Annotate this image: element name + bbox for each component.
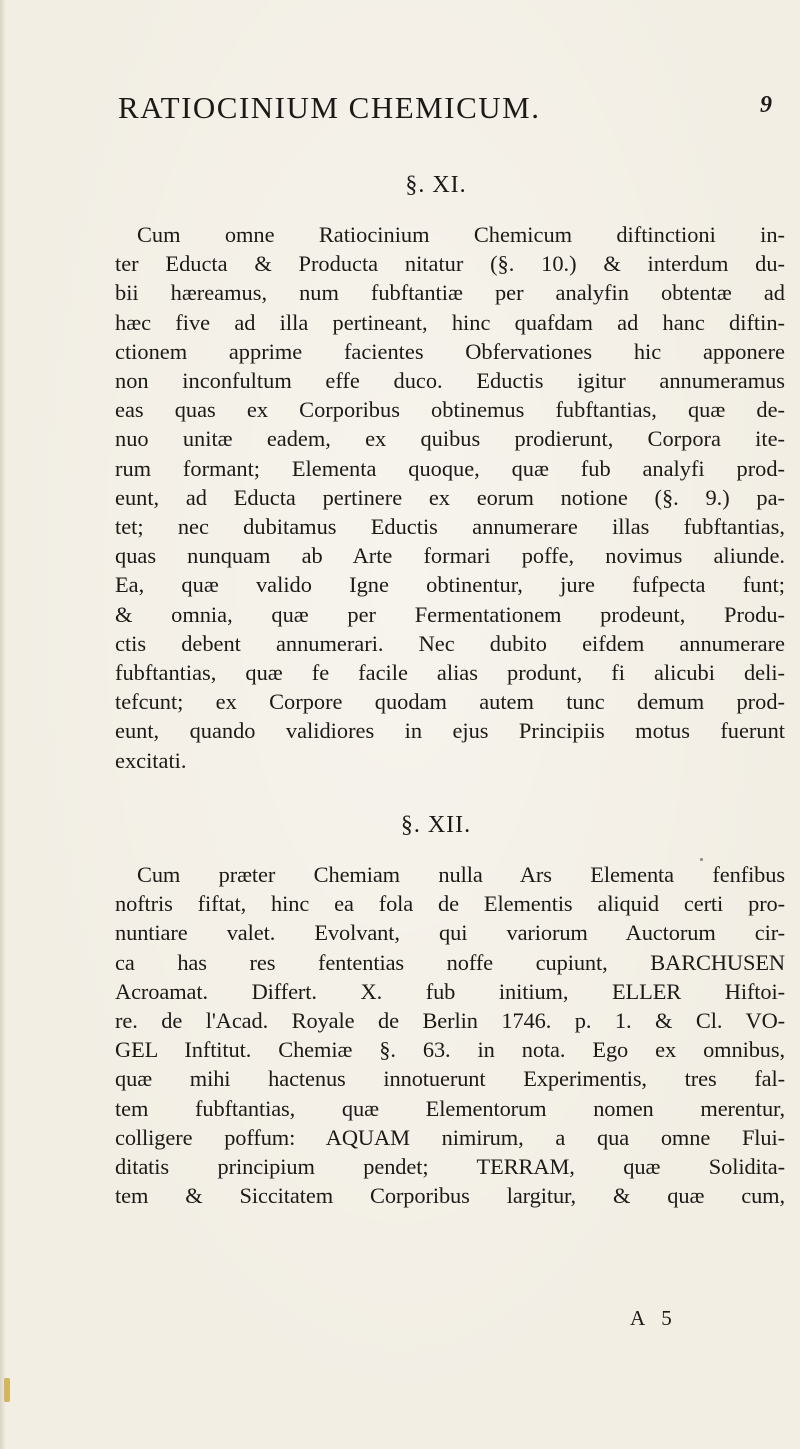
text-line: tefcunt; ex Corpore quodam autem tunc demum prod- [115,689,785,715]
text-line: non inconfultum effe duco. Eductis igitur annumeramus [115,368,785,394]
text-line: excitati. [115,747,187,773]
text-line: ditatis principium pendet; TERRAM, quæ Solidita- [115,1154,785,1180]
signature-mark: A 5 [630,1306,678,1330]
section-xii-text [115,860,785,1210]
section-heading-xii: §. XII. [400,812,472,838]
text-line: ter Educta & Producta nitatur (§. 10.) & interdum du- [115,251,785,277]
section-xi-text [115,220,785,775]
text-line: quæ mihi hactenus innotuerunt Experimentis, tres fal- [115,1066,785,1092]
text-line: GEL Inftitut. Chemiæ §. 63. in nota. Ego ex omnibus, [115,1037,785,1063]
text-line: Ea, quæ valido Igne obtinentur, jure fufpecta funt; [115,572,785,598]
text-line: hæc five ad illa pertineant, hinc quafdam ad hanc diftin- [115,309,785,335]
text-line: nuntiare valet. Evolvant, qui variorum Auctorum cir- [115,920,785,946]
text-line: re. de l'Acad. Royale de Berlin 1746. p. 1. & Cl. VO- [115,1008,785,1034]
page-number: 9 [760,92,772,118]
page-edge-shadow [0,0,6,1449]
running-title: RATIOCINIUM CHEMICUM. [118,90,541,125]
text-line: colligere poffum: AQUAM nimirum, a qua omne Flui- [115,1124,785,1150]
text-line: eunt, quando validiores in ejus Principiis motus fuerunt [115,718,785,744]
text-line: & omnia, quæ per Fermentationem prodeunt, Produ- [115,601,785,627]
text-line: nuo unitæ eadem, ex quibus prodierunt, Corpora ite- [115,426,785,452]
margin-stain [4,1378,10,1402]
text-line: ca has res fententias noffe cupiunt, BARCHUSEN [115,949,785,975]
text-line: quas nunquam ab Arte formari poffe, novimus aliunde. [115,543,785,569]
text-line: tet; nec dubitamus Eductis annumerare illas fubftantias, [115,514,785,540]
text-line: Cum omne Ratiocinium Chemicum diftinctioni in- [137,222,785,247]
text-line: Cum præter Chemiam nulla Ars Elementa fenfibus [137,862,785,887]
text-line: ctis debent annumerari. Nec dubito eifdem annumerare [115,630,785,656]
ink-dot [700,858,703,861]
text-line: fubftantias, quæ fe facile alias produnt, fi alicubi deli- [115,660,785,686]
text-line: eunt, ad Educta pertinere ex eorum notione (§. 9.) pa- [115,484,785,510]
section-heading-xi: §. XI. [405,172,467,198]
text-line: rum formant; Elementa quoque, quæ fub analyfi prod- [115,455,785,481]
running-head [118,90,778,130]
text-line: tem fubftantias, quæ Elementorum nomen merentur, [115,1095,785,1121]
text-line: ctionem apprime facientes Obfervationes hic apponere [115,338,785,364]
text-line: bii hæreamus, num fubftantiæ per analyfin obtentæ ad [115,280,785,306]
text-line: tem & Siccitatem Corporibus largitur, & quæ cum, [115,1183,785,1209]
text-line: eas quas ex Corporibus obtinemus fubftantias, quæ de- [115,397,785,423]
text-line: noftris fiftat, hinc ea fola de Elementis aliquid certi pro- [115,891,785,917]
text-line: Acroamat. Differt. X. fub initium, ELLER Hiftoi- [115,978,785,1004]
